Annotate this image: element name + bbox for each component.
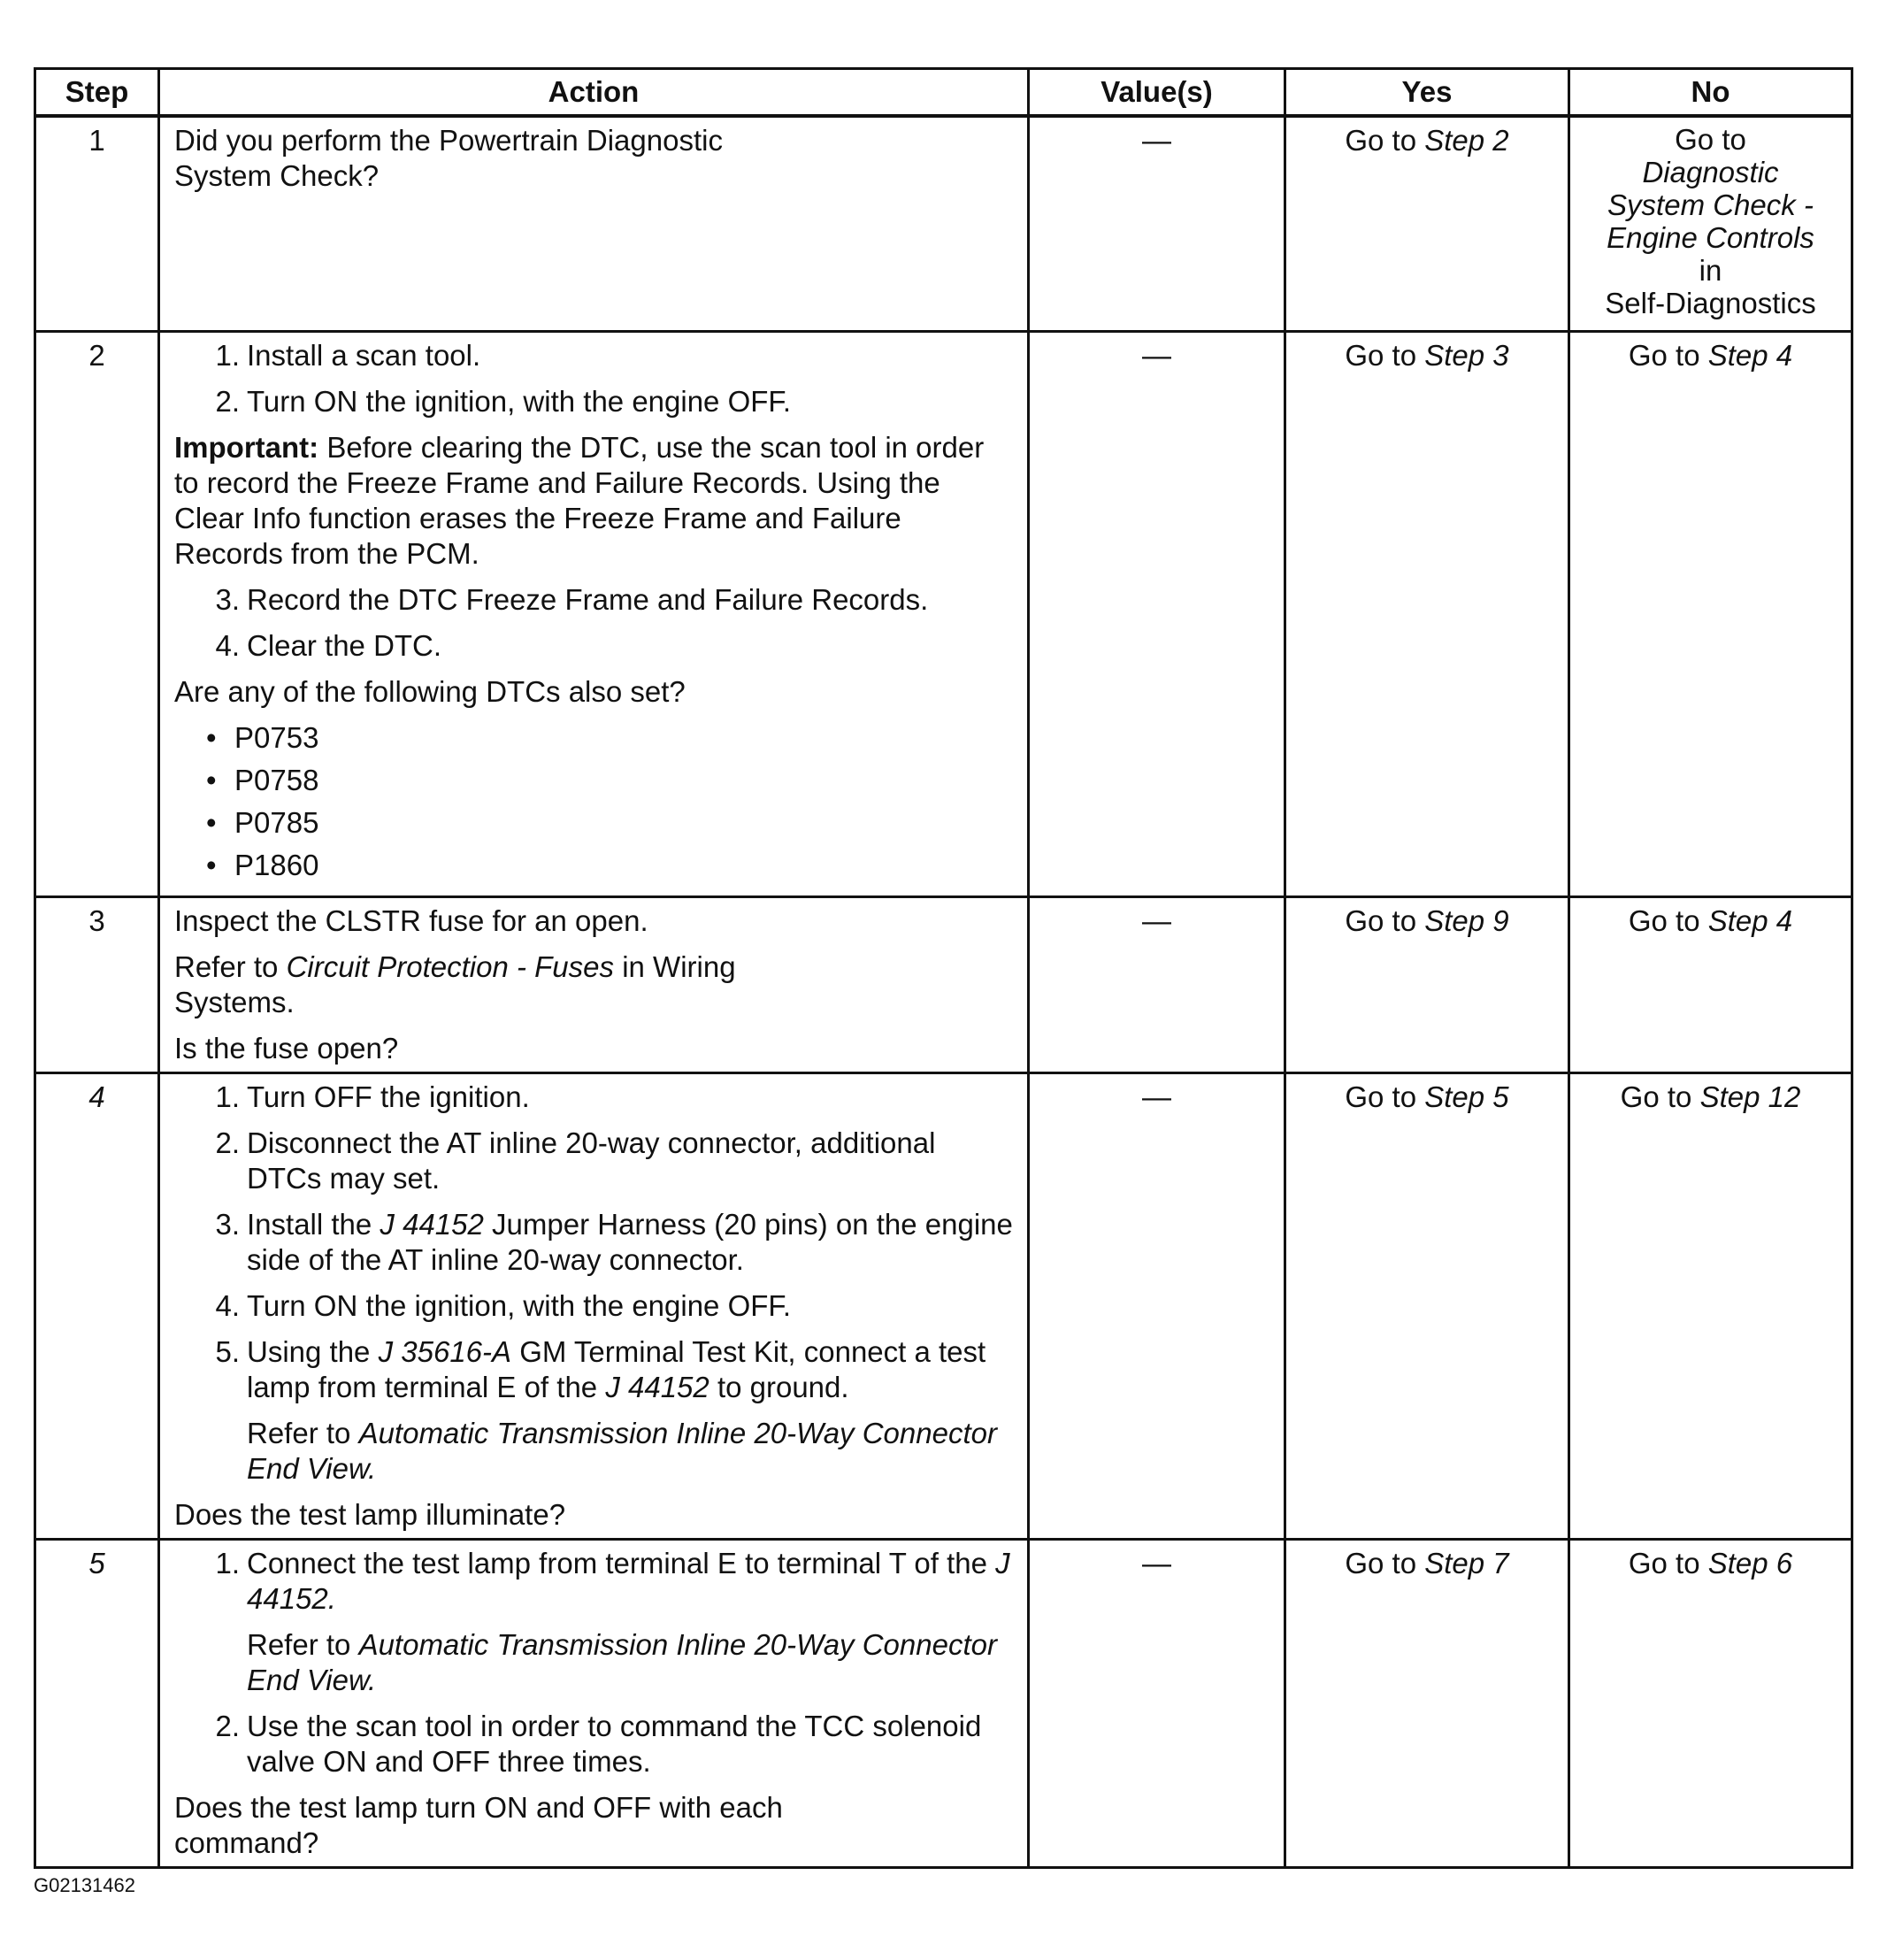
tool-ref: J 44152. <box>247 1546 1010 1615</box>
no-target-link[interactable]: Step 4 <box>1707 903 1793 937</box>
action-text: Did you perform the Powertrain Diagnostic System Check? <box>174 124 723 192</box>
tool-ref: J 44152 <box>605 1370 709 1403</box>
no-prefix: Go to <box>1628 1546 1700 1580</box>
no-line-in: in <box>1699 254 1722 287</box>
yes-prefix: Go to <box>1345 1546 1417 1580</box>
no-target-link[interactable]: Step 6 <box>1707 1546 1793 1580</box>
table-row-step-2 <box>35 331 1852 896</box>
value-cell <box>1029 116 1285 331</box>
value-dash: — <box>1142 338 1171 372</box>
list-item: 2. Use the scan tool in order to command the TCC solenoid valve ON and OFF three times. <box>215 1709 982 1778</box>
list-item: 1. Connect the test lamp from terminal E to terminal T of the J 44152. Refer to Automatic Transmission Inline 20-Way Connector End View. <box>174 1546 1013 1698</box>
no-target-link-2[interactable]: System Check - <box>1607 188 1814 221</box>
list-item: 2. Turn ON the ignition, with the engine OFF. <box>215 384 792 418</box>
list-item: 3. Record the DTC Freeze Frame and Failure Records. <box>215 582 929 616</box>
list-item: 1. Turn OFF the ignition. <box>215 1080 530 1113</box>
tool-ref: J 35616-A <box>378 1334 512 1368</box>
table-row-step-4 <box>35 1072 1852 1539</box>
dtc-item: • P0785 <box>174 805 1013 841</box>
refer-link[interactable]: Automatic Transmission Inline 20-Way Connector End View. <box>247 1627 997 1696</box>
yes-cell <box>1285 1072 1569 1539</box>
important-note <box>174 430 1013 572</box>
list-item: 3. Install the J 44152 Jumper Harness (20 pins) on the engine side of the AT inline 20-way connector. <box>215 1207 1013 1276</box>
table-row-step-3 <box>35 896 1852 1072</box>
yes-cell <box>1285 116 1569 331</box>
header-step: Step <box>35 69 159 117</box>
no-prefix: Go to <box>1628 338 1700 372</box>
step-number: 2 <box>35 331 159 896</box>
header-value: Value(s) <box>1029 69 1285 117</box>
refer-text: Refer to Automatic Transmission Inline 20-Way Connector End View. <box>247 1416 997 1485</box>
no-cell <box>1569 331 1852 896</box>
value-cell <box>1029 1072 1285 1539</box>
action-steps <box>174 1080 1013 1487</box>
action-steps <box>174 1546 1013 1779</box>
important-label: Important: <box>174 430 319 464</box>
value-cell <box>1029 896 1285 1072</box>
yes-cell <box>1285 331 1569 896</box>
header-yes: Yes <box>1285 69 1569 117</box>
dtc-list <box>174 720 1013 883</box>
dtc-item: • P0753 <box>174 720 1013 756</box>
step-number: 3 <box>35 896 159 1072</box>
no-prefix: Go to <box>1620 1080 1692 1113</box>
yes-prefix: Go to <box>1345 903 1417 937</box>
figure-id: G02131462 <box>34 1874 135 1896</box>
yes-target-link[interactable]: Step 9 <box>1424 903 1509 937</box>
no-cell <box>1569 896 1852 1072</box>
dtc-item: • P1860 <box>174 848 1013 883</box>
header-no: No <box>1569 69 1852 117</box>
diagnostic-table <box>34 67 1853 1869</box>
yes-prefix: Go to <box>1345 1080 1417 1113</box>
no-line-1: Go to <box>1675 123 1746 156</box>
value-dash: — <box>1142 124 1171 157</box>
list-item: 4. Turn ON the ignition, with the engine OFF. <box>215 1288 792 1322</box>
action-cell <box>159 896 1029 1072</box>
yes-target-link[interactable]: Step 3 <box>1424 338 1509 372</box>
yes-cell <box>1285 896 1569 1072</box>
yes-target-link[interactable]: Step 7 <box>1424 1546 1509 1580</box>
important-text: Before clearing the DTC, use the scan tool in order to record the Freeze Frame and Failure Records. Using the Clear Info function erases the Freeze Frame and Failure Records from the PCM. <box>174 430 985 570</box>
yes-target-link[interactable]: Step 2 <box>1424 124 1509 157</box>
question: Does the test lamp turn ON and OFF with each command? <box>174 1790 783 1859</box>
dtc-item: • P0758 <box>174 763 1013 798</box>
no-target-link[interactable]: Step 4 <box>1707 338 1793 372</box>
question: Is the fuse open? <box>174 1031 399 1065</box>
header-action: Action <box>159 69 1029 117</box>
question: Does the test lamp illuminate? <box>174 1497 566 1531</box>
no-cell <box>1569 1072 1852 1539</box>
value-dash: — <box>1142 1546 1171 1580</box>
list-item: 5. Using the J 35616-A GM Terminal Test Kit, connect a test lamp from terminal E of the J 44152 to ground. Refer to Automatic Transmission Inline 20-Way Connector End View. <box>174 1334 1013 1487</box>
action-cell <box>159 116 1029 331</box>
action-cell <box>159 1072 1029 1539</box>
step-number: 4 <box>35 1072 159 1539</box>
no-target-link-3[interactable]: Engine Controls <box>1607 221 1814 254</box>
no-prefix: Go to <box>1628 903 1700 937</box>
action-steps <box>174 582 1013 664</box>
list-item: 4. Clear the DTC. <box>215 628 442 662</box>
question: Are any of the following DTCs also set? <box>174 674 686 708</box>
yes-cell <box>1285 1539 1569 1867</box>
no-target-link-1[interactable]: Diagnostic <box>1642 156 1779 188</box>
list-item: 2. Disconnect the AT inline 20-way connector, additional DTCs may set. <box>215 1126 936 1195</box>
yes-prefix: Go to <box>1345 124 1417 157</box>
list-item: 1. Install a scan tool. <box>215 338 481 372</box>
value-cell <box>1029 331 1285 896</box>
refer-text: Refer to Circuit Protection - Fuses in Wiring Systems. <box>174 949 736 1018</box>
refer-link[interactable]: Circuit Protection - Fuses <box>286 949 615 983</box>
step-number: 5 <box>35 1539 159 1867</box>
no-line-section: Self-Diagnostics <box>1605 287 1816 319</box>
value-dash: — <box>1142 903 1171 937</box>
step-number: 1 <box>35 116 159 331</box>
action-cell <box>159 331 1029 896</box>
action-text: Inspect the CLSTR fuse for an open. <box>174 903 648 937</box>
table-row-step-5 <box>35 1539 1852 1867</box>
yes-prefix: Go to <box>1345 338 1417 372</box>
value-dash: — <box>1142 1080 1171 1113</box>
action-cell <box>159 1539 1029 1867</box>
refer-text: Refer to Automatic Transmission Inline 20-Way Connector End View. <box>247 1627 997 1696</box>
value-cell <box>1029 1539 1285 1867</box>
action-steps <box>174 338 1013 419</box>
yes-target-link[interactable]: Step 5 <box>1424 1080 1509 1113</box>
no-target-link[interactable]: Step 12 <box>1699 1080 1801 1113</box>
no-cell <box>1569 1539 1852 1867</box>
tool-ref: J 44152 <box>380 1207 484 1241</box>
table-row-step-1 <box>35 116 1852 331</box>
no-cell <box>1569 116 1852 331</box>
refer-link[interactable]: Automatic Transmission Inline 20-Way Connector End View. <box>247 1416 997 1485</box>
header-row <box>35 69 1852 117</box>
